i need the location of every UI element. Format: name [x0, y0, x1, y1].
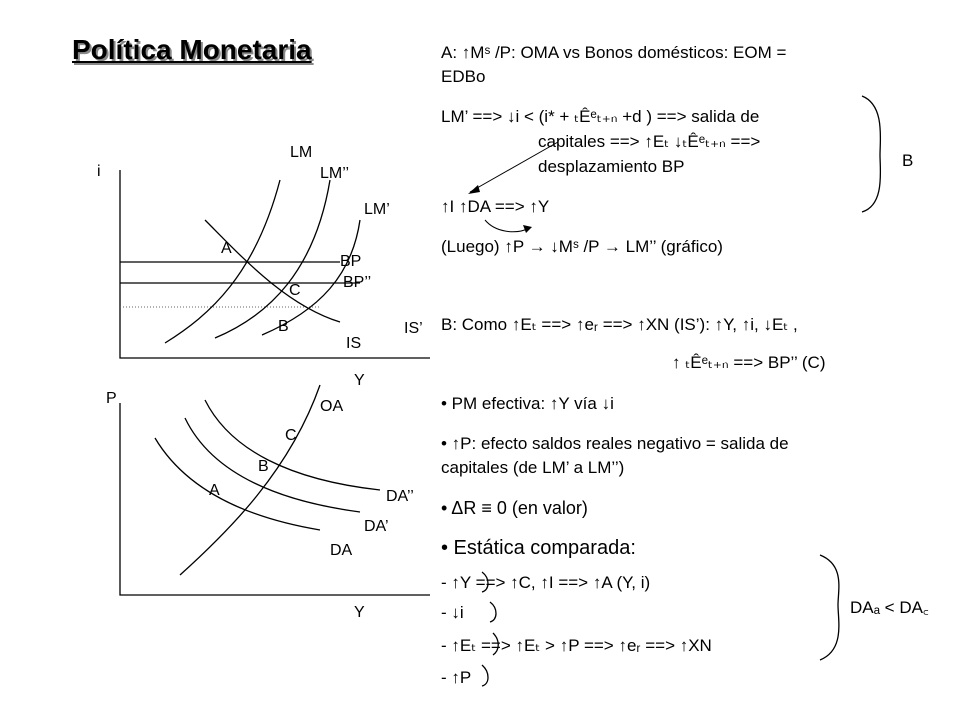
text-a-line1: A: ↑Mˢ /P: OMA vs Bonos domésticos: EOM = — [441, 43, 787, 62]
label-bp2: BP’’ — [343, 274, 372, 291]
text-lm-line3: desplazamiento BP — [538, 157, 685, 176]
point-b-upper: B — [278, 318, 289, 335]
point-a-lower: A — [209, 482, 220, 499]
comp-item-1: - ↑Y ==> ↑C, ↑I ==> ↑A (Y, i) — [441, 573, 651, 592]
label-lm2: LM’’ — [320, 165, 350, 182]
arrow-line-2 — [485, 220, 530, 232]
bullet-p-line1: • ↑P: efecto saldos reales negativo = salida de — [441, 434, 789, 453]
da-comparison-label: DAₐ < DA꜀ — [850, 598, 929, 617]
upper-y-label: i — [97, 163, 101, 180]
text-b-line1: B: Como ↑Eₜ ==> ↑eᵣ ==> ↑XN (IS’): ↑Y, ↑i, ↓Eₜ , — [441, 315, 798, 334]
da-curve — [155, 438, 320, 530]
label-is: IS — [346, 335, 362, 352]
arrow-head-2 — [523, 225, 532, 233]
comp-item-4: - ↑P — [441, 668, 472, 687]
text-b-brace-label: B — [902, 151, 914, 170]
label-oa: OA — [320, 398, 344, 415]
label-da1: DA’ — [364, 518, 389, 535]
lower-y-label: P — [106, 390, 117, 407]
point-b-lower: B — [258, 458, 269, 475]
bullet-p-line2: capitales (de LM’ a LM’’) — [441, 458, 625, 477]
text-i-line: ↑I ↑DA ==> ↑Y — [441, 197, 550, 216]
oa-curve — [180, 385, 320, 575]
arrow-head-1 — [468, 185, 480, 194]
upper-x-label: Y — [354, 372, 365, 389]
bracket-2 — [490, 602, 496, 622]
comp-item-2: - ↓i — [441, 603, 464, 622]
bullet-pm-efectiva: • PM efectiva: ↑Y vía ↓i — [441, 394, 614, 413]
brace-da — [820, 555, 839, 660]
bullet-delta-r: • ΔR ≡ 0 (en valor) — [441, 498, 588, 518]
lower-axes — [120, 403, 430, 595]
label-da2: DA’’ — [386, 488, 414, 505]
label-da: DA — [330, 542, 353, 559]
point-a-upper: A — [221, 240, 232, 257]
lower-x-label: Y — [354, 604, 365, 621]
text-luego-line: (Luego) ↑P → ↓Mˢ /P → LM’’ (gráfico) — [441, 237, 723, 256]
text-lm-line1: LM’ ==> ↓i < (i* + ₜÊᵉₜ₊ₙ +d ) ==> salida de — [441, 107, 760, 126]
comp-item-3: - ↑Eₜ ==> ↑Eₜ > ↑P ==> ↑eᵣ ==> ↑XN — [441, 636, 712, 655]
text-a-line2: EDBo — [441, 67, 486, 86]
label-bp: BP — [340, 253, 362, 270]
bracket-4 — [482, 665, 488, 686]
bullet-estatica: • Estática comparada: — [441, 537, 636, 559]
brace-b — [862, 96, 880, 212]
point-c-upper: C — [289, 282, 301, 299]
point-c-lower: C — [285, 427, 297, 444]
label-lm: LM — [290, 144, 313, 161]
label-is1: IS’ — [404, 320, 423, 337]
text-b-line2: ↑ ₜÊᵉₜ₊ₙ ==> BP’’ (C) — [672, 353, 826, 372]
text-lm-line2: capitales ==> ↑Eₜ ↓ₜÊᵉₜ₊ₙ ==> — [538, 132, 761, 151]
label-lm1: LM’ — [364, 201, 390, 218]
slide-title: Política Monetaria — [72, 34, 312, 65]
